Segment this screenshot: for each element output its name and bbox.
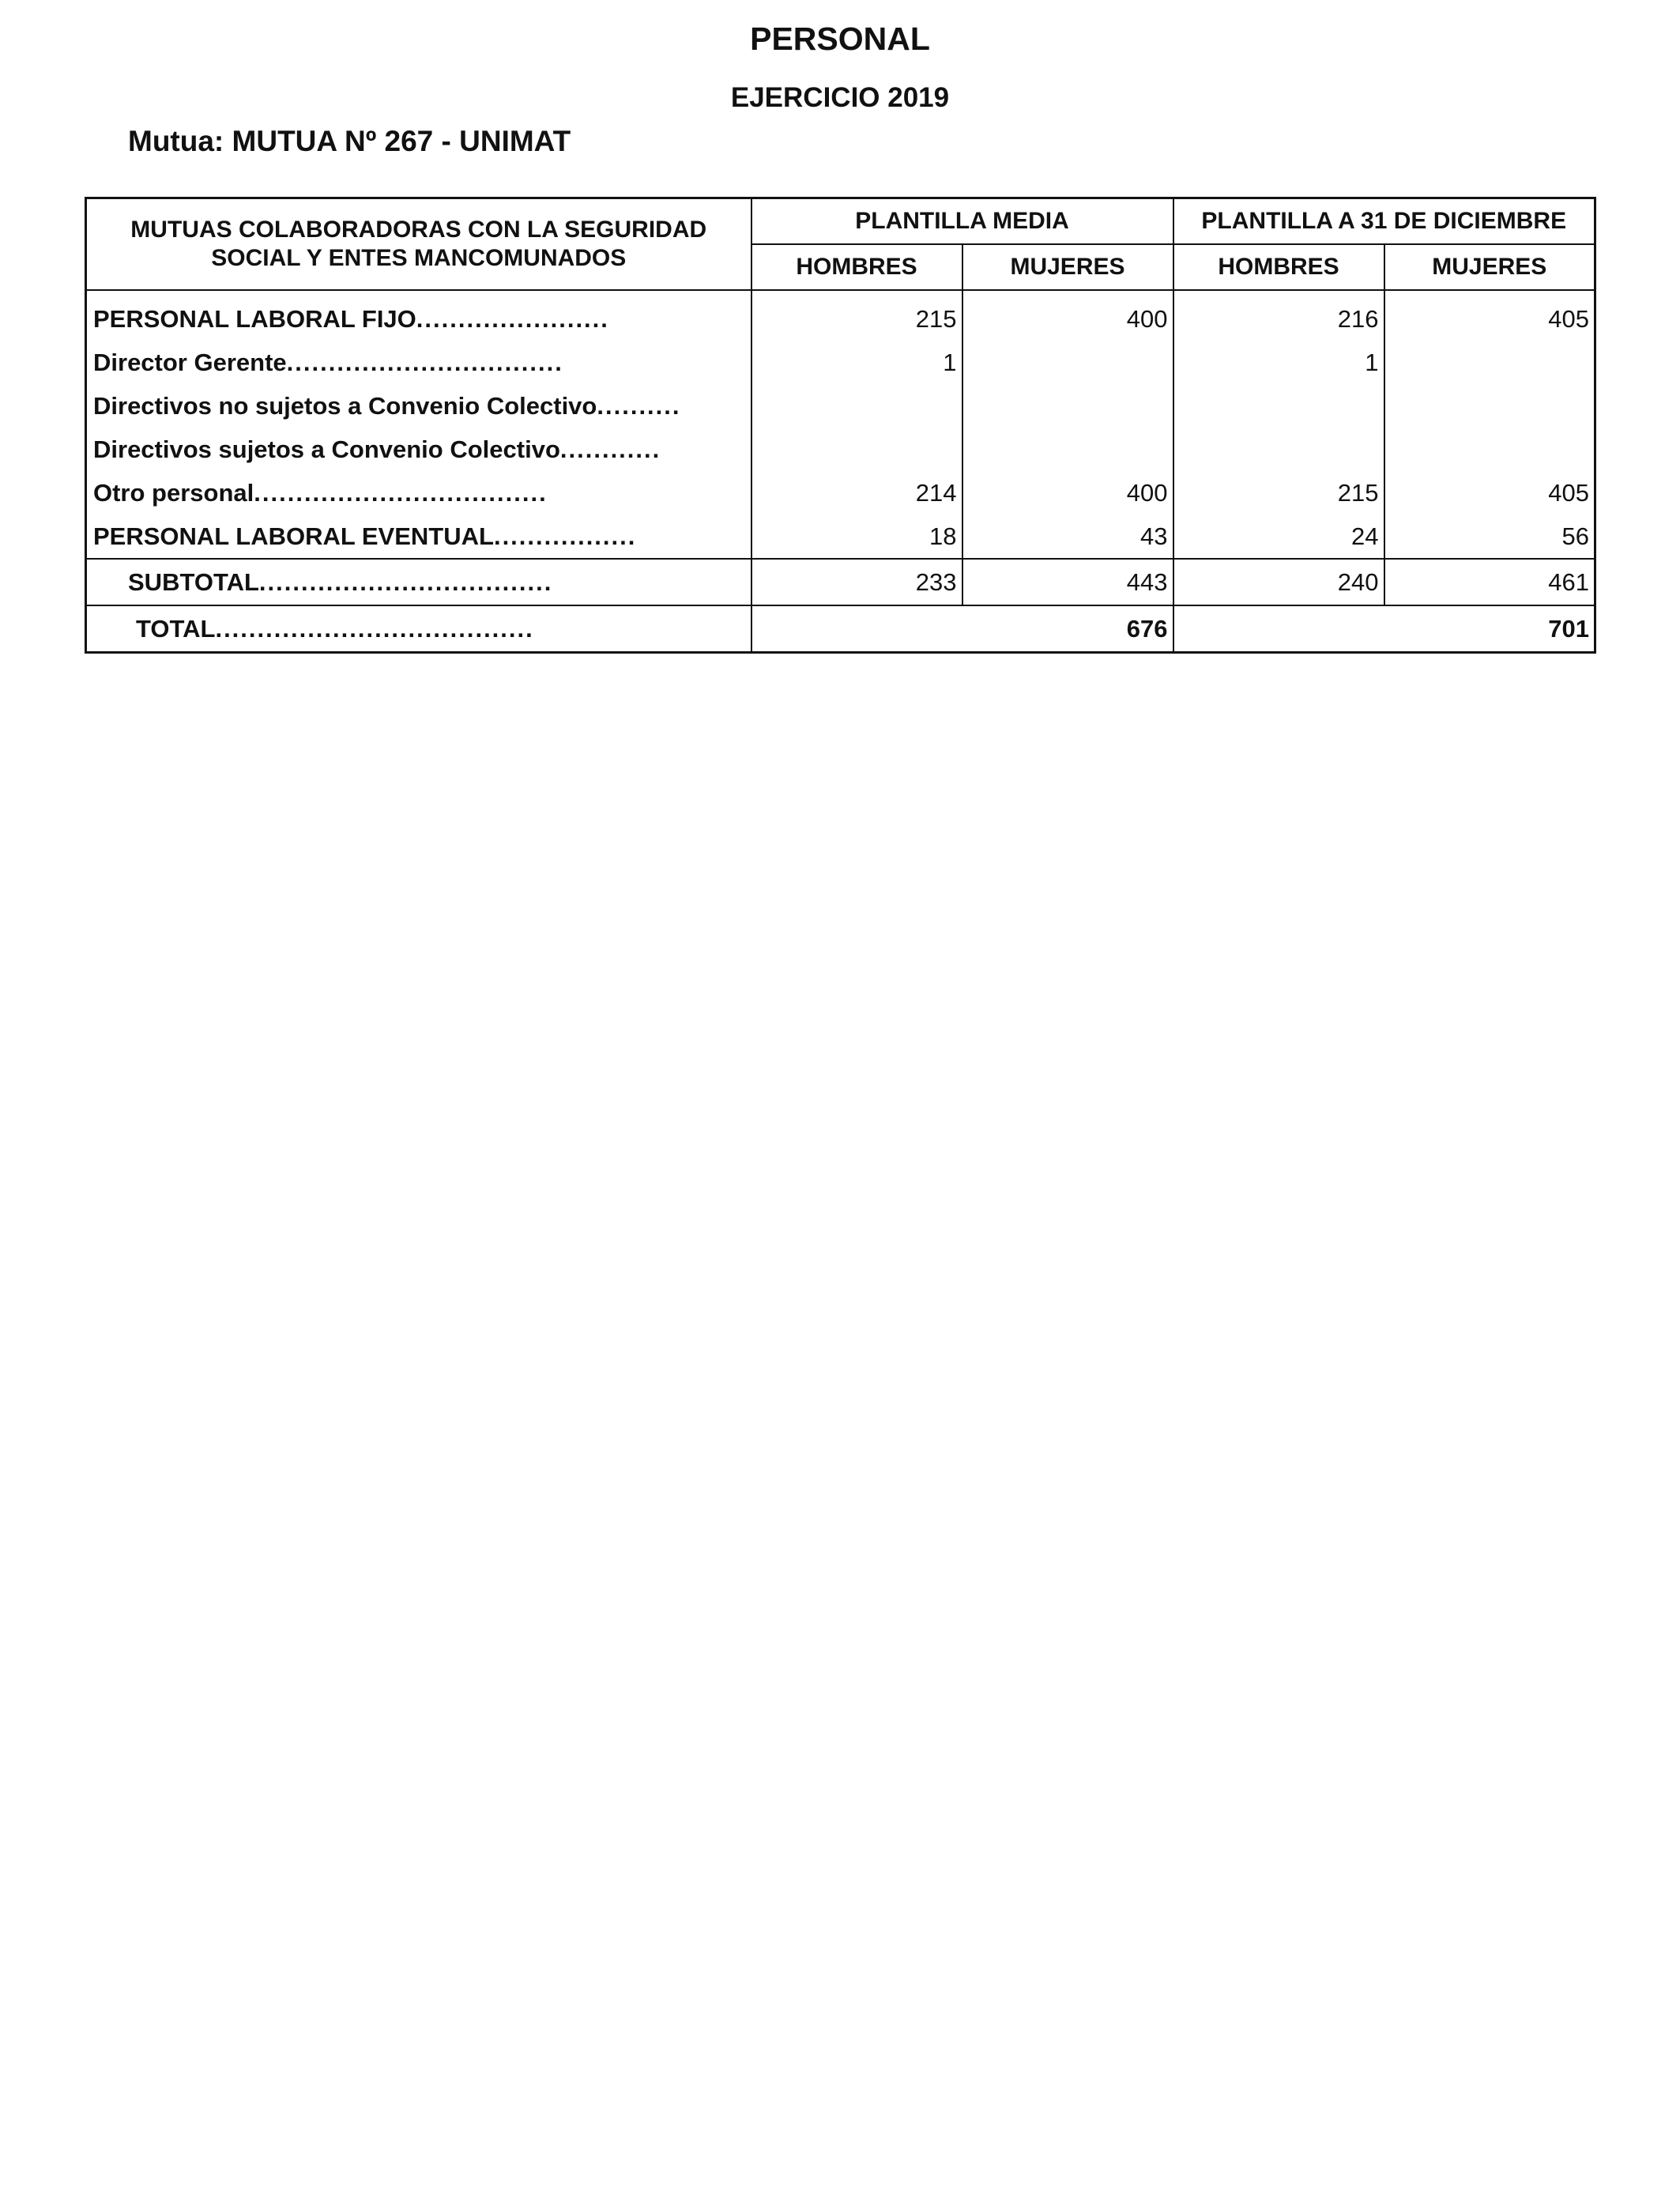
table-row [86, 384, 1595, 428]
cell-media-mujeres: 43 [962, 515, 1173, 559]
subtotal-label: SUBTOTAL................................... [86, 559, 751, 605]
cell-dic-hombres [1173, 428, 1384, 471]
page-title: PERSONAL [750, 21, 930, 57]
cell-media-hombres: 215 [751, 290, 962, 341]
cell-media-hombres [751, 428, 962, 471]
col-header-dic-hombres: HOMBRES [1173, 244, 1384, 290]
table-row [86, 515, 1595, 559]
subtotal-dic-mujeres: 461 [1384, 559, 1595, 605]
subtotal-media-mujeres: 443 [962, 559, 1173, 605]
cell-media-mujeres [962, 384, 1173, 428]
table-row [86, 471, 1595, 515]
group-header-diciembre: PLANTILLA A 31 DE DICIEMBRE [1173, 198, 1595, 245]
page-subtitle: EJERCICIO 2019 [730, 82, 950, 113]
row-label: Otro personal................................... [86, 471, 751, 515]
cell-media-mujeres [962, 341, 1173, 384]
row-label: Directivos no sujetos a Convenio Colectivo.......... [86, 384, 751, 428]
total-label: TOTAL...................................... [86, 605, 751, 653]
row-label: Directivos sujetos a Convenio Colectivo............ [86, 428, 751, 471]
col-header-media-hombres: HOMBRES [751, 244, 962, 290]
cell-dic-mujeres [1384, 428, 1595, 471]
cell-dic-mujeres: 56 [1384, 515, 1595, 559]
cell-media-hombres: 214 [751, 471, 962, 515]
col-header-media-mujeres: MUJERES [962, 244, 1173, 290]
cell-media-mujeres: 400 [962, 290, 1173, 341]
total-row [86, 605, 1595, 653]
subtotal-media-hombres: 233 [751, 559, 962, 605]
mutua-label: Mutua: MUTUA Nº 267 - UNIMAT [128, 125, 571, 157]
cell-dic-hombres: 216 [1173, 290, 1384, 341]
subtotal-dic-hombres: 240 [1173, 559, 1384, 605]
row-label: Director Gerente................................. [86, 341, 751, 384]
cell-dic-hombres [1173, 384, 1384, 428]
table-row [86, 290, 1595, 341]
cell-media-hombres [751, 384, 962, 428]
cell-media-hombres: 1 [751, 341, 962, 384]
cell-media-mujeres [962, 428, 1173, 471]
subtotal-row [86, 559, 1595, 605]
cell-dic-hombres: 1 [1173, 341, 1384, 384]
cell-dic-hombres: 24 [1173, 515, 1384, 559]
group-header-media: PLANTILLA MEDIA [751, 198, 1173, 245]
personal-table [85, 197, 1596, 654]
col-header-dic-mujeres: MUJERES [1384, 244, 1595, 290]
cell-dic-mujeres: 405 [1384, 290, 1595, 341]
table-row [86, 341, 1595, 384]
cell-media-hombres: 18 [751, 515, 962, 559]
row-label: PERSONAL LABORAL FIJO....................... [86, 290, 751, 341]
cell-media-mujeres: 400 [962, 471, 1173, 515]
row-label: PERSONAL LABORAL EVENTUAL................. [86, 515, 751, 559]
table-row [86, 428, 1595, 471]
cell-dic-mujeres [1384, 341, 1595, 384]
cell-dic-mujeres: 405 [1384, 471, 1595, 515]
total-dic: 701 [1173, 605, 1595, 653]
total-media: 676 [751, 605, 1173, 653]
cell-dic-mujeres [1384, 384, 1595, 428]
corner-header: MUTUAS COLABORADORAS CON LA SEGURIDAD SOCIAL Y ENTES MANCOMUNADOS [86, 198, 751, 291]
cell-dic-hombres: 215 [1173, 471, 1384, 515]
